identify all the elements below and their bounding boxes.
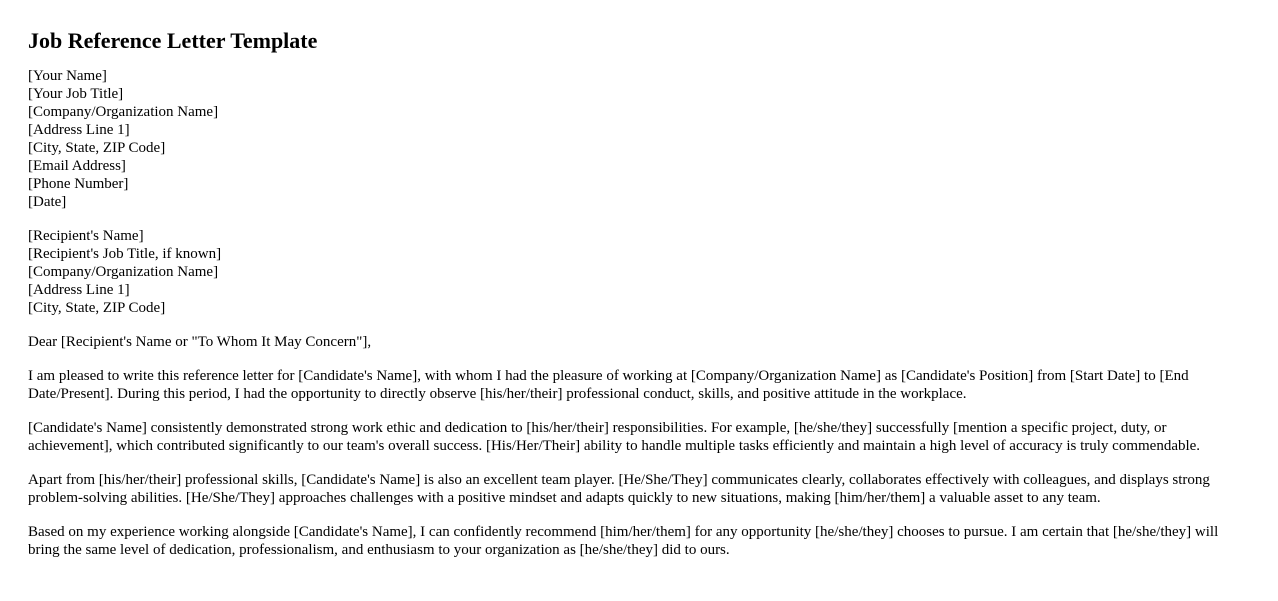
- recipient-name: [Recipient's Name]: [28, 228, 144, 244]
- sender-address-line: [Address Line 1]: [28, 122, 130, 138]
- recipient-address-block: [28, 227, 1250, 317]
- sender-job-title: [Your Job Title]: [28, 86, 124, 102]
- salutation: Dear [Recipient's Name or "To Whom It May Concern"],: [28, 334, 372, 350]
- sender-phone: [Phone Number]: [28, 176, 129, 192]
- body-paragraph-recommendation: Based on my experience working alongside [Candidate's Name], I can confidently recommend [him/her/them] for any opportunity [he/she/they] chooses to pursue. I am certain that [he/she/they] will bring the same level of dedication, professionalism, and enthusiasm to your organization as [he/she/they] did to ours.: [28, 524, 1219, 558]
- body-paragraph-teamwork: Apart from [his/her/their] professional skills, [Candidate's Name] is also an excellent team player. [He/She/They] communicates clearly, collaborates effectively with colleagues, and displays strong problem-solving abilities. [He/She/They] approaches challenges with a positive mindset and adapts quickly to new situations, making [him/her/them] a valuable asset to any team.: [28, 472, 1210, 506]
- letter-date: [Date]: [28, 194, 67, 210]
- page-title: Job Reference Letter Template: [28, 28, 318, 53]
- sender-city-state-zip: [City, State, ZIP Code]: [28, 140, 166, 156]
- sender-address-block: [28, 67, 1250, 211]
- recipient-company: [Company/Organization Name]: [28, 264, 219, 280]
- body-paragraph-work-ethic: [Candidate's Name] consistently demonstrated strong work ethic and dedication to [his/her/their] responsibilities. For example, [he/she/they] successfully [mention a specific project, duty, or achievement], which contributed significantly to our team's overall success. [His/Her/Their] ability to handle multiple tasks efficiently and maintain a high level of accuracy is truly commendable.: [28, 420, 1201, 454]
- body-paragraph-introduction: I am pleased to write this reference letter for [Candidate's Name], with whom I had the pleasure of working at [Company/Organization Name] as [Candidate's Position] from [Start Date] to [End Date/Present]. During this period, I had the opportunity to directly observe [his/her/their] professional conduct, skills, and positive attitude in the workplace.: [28, 368, 1189, 402]
- recipient-city-state-zip: [City, State, ZIP Code]: [28, 300, 166, 316]
- recipient-address-line: [Address Line 1]: [28, 282, 130, 298]
- sender-email: [Email Address]: [28, 158, 126, 174]
- sender-name: [Your Name]: [28, 68, 107, 84]
- recipient-job-title: [Recipient's Job Title, if known]: [28, 246, 222, 262]
- sender-company: [Company/Organization Name]: [28, 104, 219, 120]
